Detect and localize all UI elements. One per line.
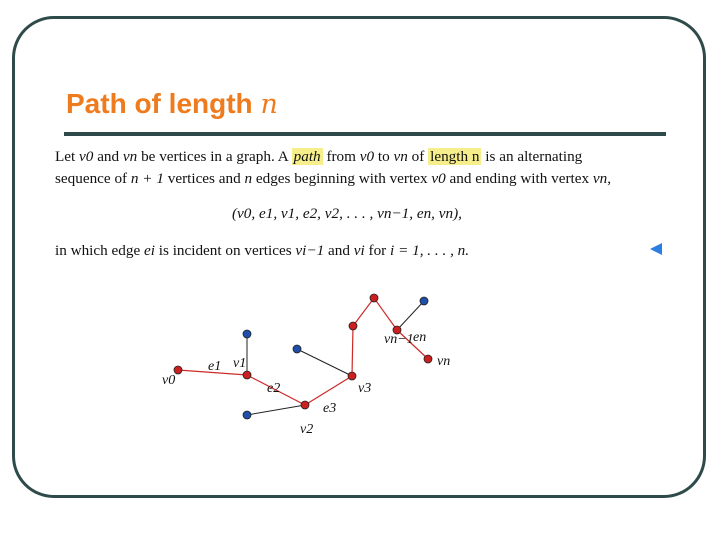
- text: ,: [607, 170, 612, 187]
- text: in which edge: [55, 242, 144, 259]
- text: and ending with vertex: [445, 170, 593, 187]
- highlight-path: path: [293, 148, 321, 165]
- edge: [297, 349, 352, 376]
- label-v2: v2: [300, 422, 314, 437]
- label-v3: v3: [358, 381, 372, 396]
- math-vn: vn: [592, 170, 608, 187]
- label-e2: e2: [267, 381, 281, 396]
- text: and: [324, 242, 354, 259]
- math-v0: v0: [79, 148, 94, 165]
- path-edge: [374, 298, 397, 330]
- text: sequence of: [55, 170, 131, 187]
- text: is an alternating: [481, 148, 583, 165]
- label-vn-1: vn−1: [384, 332, 414, 347]
- vertex: [420, 297, 428, 305]
- vertex: [349, 322, 357, 330]
- text: for: [364, 242, 391, 259]
- text: edges beginning with vertex: [252, 170, 432, 187]
- math-vn: vn: [393, 148, 408, 165]
- label-v0: v0: [162, 373, 176, 388]
- math-ei: ei: [144, 242, 155, 259]
- text: to: [374, 148, 394, 165]
- path-edge: [353, 298, 374, 326]
- text: of: [407, 148, 429, 165]
- text: from: [322, 148, 360, 165]
- text: and: [93, 148, 123, 165]
- math-range: i = 1, . . . , n.: [390, 242, 470, 259]
- math-n: n: [244, 170, 253, 187]
- text: be vertices in a graph. A: [137, 148, 292, 165]
- vertex-v2: [301, 401, 309, 409]
- math-v0: v0: [359, 148, 375, 165]
- math-vi: vi: [353, 242, 365, 259]
- title-variable: n: [260, 89, 278, 120]
- math-n-plus-1: n + 1: [130, 170, 164, 187]
- edge: [247, 405, 305, 415]
- vertex-vn: [424, 355, 432, 363]
- text: vertices and: [163, 170, 245, 187]
- text: is incident on vertices: [154, 242, 296, 259]
- label-vn: vn: [437, 354, 451, 369]
- math-vn: vn: [122, 148, 138, 165]
- label-v1: v1: [233, 356, 247, 371]
- math-v0: v0: [431, 170, 446, 187]
- vertex-v3: [348, 372, 356, 380]
- vertex: [293, 345, 301, 353]
- path-edge: [352, 326, 353, 376]
- label-e3: e3: [323, 401, 337, 416]
- vertex-v1: [243, 371, 251, 379]
- math-vi-minus-1: vi−1: [295, 242, 325, 259]
- edge: [397, 301, 424, 330]
- vertex: [370, 294, 378, 302]
- label-en: en: [413, 330, 427, 345]
- vertex: [243, 411, 251, 419]
- highlight-length: length n: [430, 148, 480, 165]
- label-e1: e1: [208, 359, 222, 374]
- title-text: Path of length: [66, 88, 261, 119]
- graph-edges: [247, 301, 427, 415]
- text: Let: [55, 148, 80, 165]
- path-sequence: (v0, e1, v1, e2, v2, . . . , vn−1, en, vn),: [232, 205, 462, 222]
- vertex: [243, 330, 251, 338]
